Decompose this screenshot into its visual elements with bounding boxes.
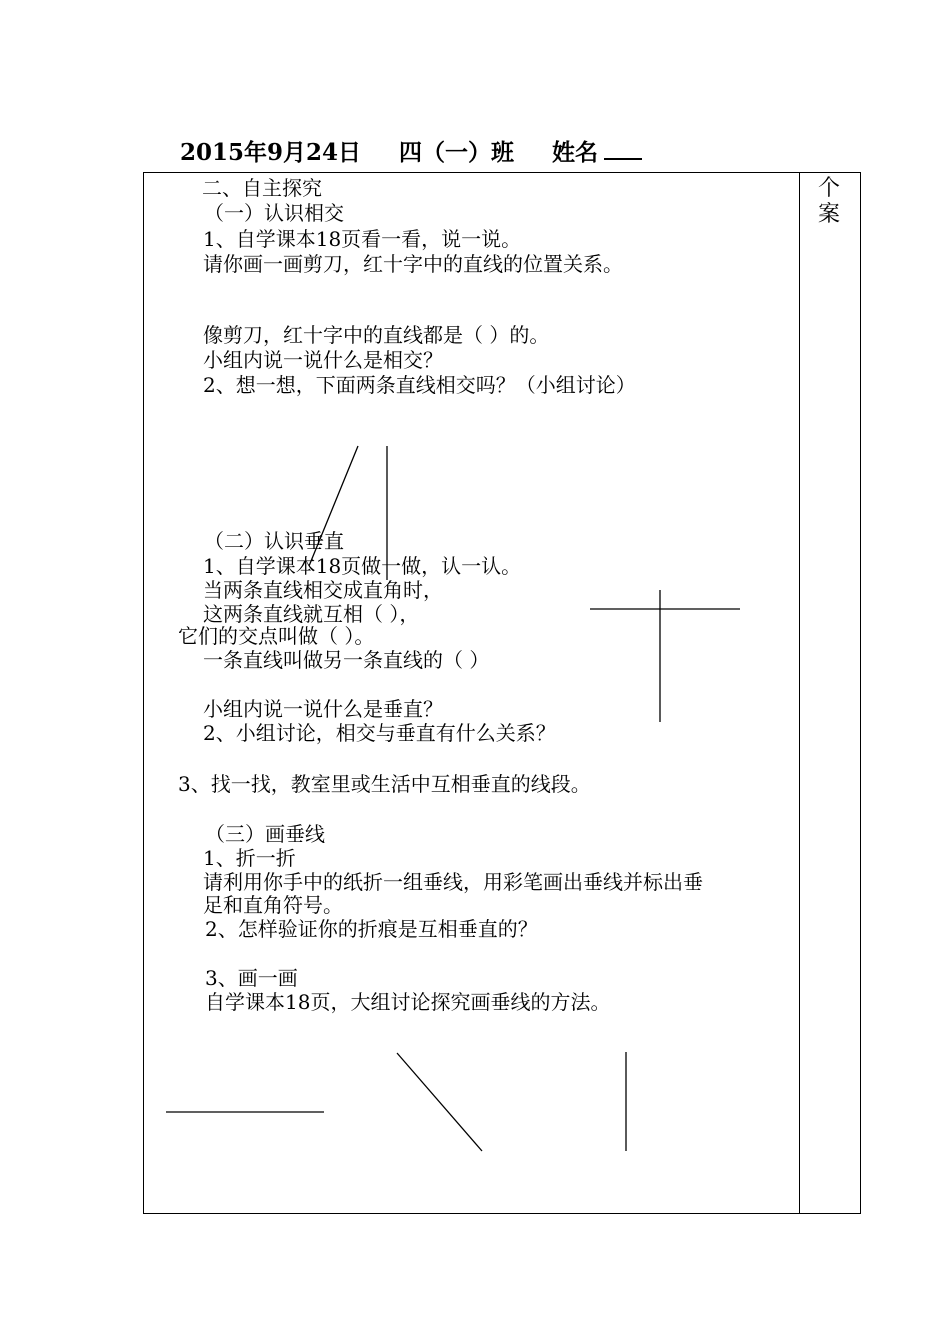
part1-title: （一）认识相交 xyxy=(204,201,344,225)
slanted-line xyxy=(309,446,358,566)
part3-question1: 1、折一折 xyxy=(203,846,296,870)
part2-line1: 当两条直线相交成直角时， xyxy=(203,578,443,602)
section-title: 二、自主探究 xyxy=(202,176,322,200)
part2-line2: 这两条直线就互相（ ）， xyxy=(203,602,420,626)
part2-group-discussion: 小组内说一说什么是垂直？ xyxy=(203,697,443,721)
part1-question1-instruction: 请你画一画剪刀，红十字中的直线的位置关系。 xyxy=(203,252,623,276)
part2-question1: 1、自学课本18页做一做，认一认。 xyxy=(203,554,522,578)
header-date: 2015年9月24日 xyxy=(180,139,362,166)
part2-question3: 3、找一找，教室里或生活中互相垂直的线段。 xyxy=(178,772,591,796)
header-name-label: 姓名 xyxy=(552,139,599,166)
part3-question2: 2、怎样验证你的折痕是互相垂直的？ xyxy=(205,917,538,941)
part3-question1-line2: 足和直角符号。 xyxy=(203,893,343,917)
part3-title: （三）画垂线 xyxy=(205,822,325,846)
diagonal-segment xyxy=(397,1053,482,1151)
part2-line4: 一条直线叫做另一条直线的（ ） xyxy=(203,648,490,672)
part1-group-discussion: 小组内说一说什么是相交？ xyxy=(203,348,443,372)
part2-line3: 它们的交点叫做（ ）。 xyxy=(178,624,375,648)
part1-fill-blank: 像剪刀，红十字中的直线都是（ ）的。 xyxy=(203,323,550,347)
part3-question1-line1: 请利用你手中的纸折一组垂线，用彩笔画出垂线并标出垂 xyxy=(203,870,703,894)
part3-question3-line1: 自学课本18页，大组讨论探究画垂线的方法。 xyxy=(205,990,611,1014)
part3-question3: 3、画一画 xyxy=(205,966,298,990)
header-class: 四（一）班 xyxy=(399,139,515,166)
part2-question2: 2、小组讨论，相交与垂直有什么关系？ xyxy=(203,721,556,745)
part1-question2: 2、想一想，下面两条直线相交吗？（小组讨论） xyxy=(203,373,636,397)
part2-title: （二）认识垂直 xyxy=(204,529,344,553)
side-label-char-2: 案 xyxy=(818,202,841,227)
side-label-char-1: 个 xyxy=(818,176,841,201)
part1-question1: 1、自学课本18页看一看，说一说。 xyxy=(203,227,522,251)
